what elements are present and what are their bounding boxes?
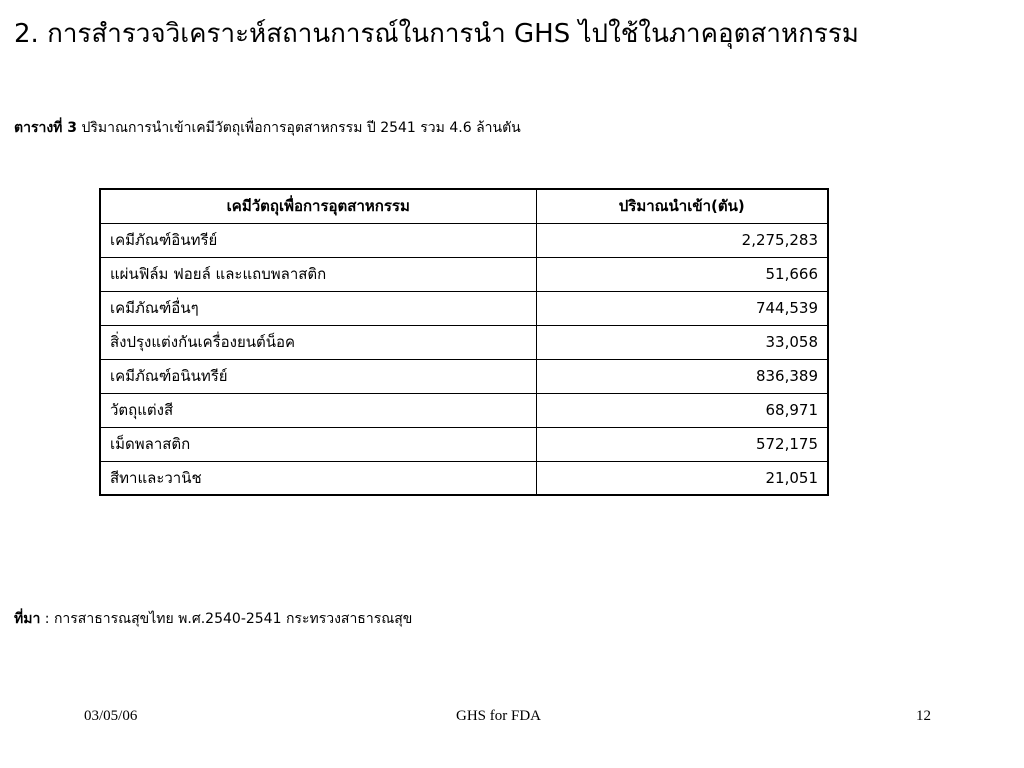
quantity-cell: 51,666 — [536, 257, 828, 291]
chemical-name-cell: สิ่งปรุงแต่งกันเครื่องยนต์น็อค — [100, 325, 536, 359]
table-row — [100, 359, 828, 393]
quantity-cell: 2,275,283 — [536, 223, 828, 257]
import-table — [99, 188, 829, 496]
footer-date: 03/05/06 — [84, 708, 138, 724]
table-row — [100, 257, 828, 291]
chemical-name-cell: เม็ดพลาสติก — [100, 427, 536, 461]
slide-title: 2. การสำรวจวิเคราะห์สถานการณ์ในการนำ GHS ไปใช้ในภาคอุตสาหกรรม — [14, 19, 859, 49]
chemical-name-cell: เคมีภัณฑ์อื่นๆ — [100, 291, 536, 325]
table-row — [100, 427, 828, 461]
source-separator: : — [40, 611, 54, 627]
table-caption-text: ปริมาณการนำเข้าเคมีวัตถุเพื่อการอุตสาหกรรม ปี 2541 รวม 4.6 ล้านตัน — [81, 120, 521, 136]
table-row — [100, 291, 828, 325]
source-text: การสาธารณสุขไทย พ.ศ.2540-2541 กระทรวงสาธารณสุข — [53, 611, 413, 627]
quantity-cell: 33,058 — [536, 325, 828, 359]
table-row — [100, 325, 828, 359]
quantity-cell: 744,539 — [536, 291, 828, 325]
quantity-cell: 836,389 — [536, 359, 828, 393]
table-header-row — [100, 189, 828, 223]
column-header-quantity: ปริมาณนำเข้า(ตัน) — [536, 189, 828, 223]
page-number: 12 — [916, 708, 931, 724]
table-caption-label: ตารางที่ 3 — [14, 120, 78, 136]
quantity-cell: 572,175 — [536, 427, 828, 461]
table-caption — [14, 117, 521, 139]
source-label: ที่มา — [14, 611, 41, 627]
column-header-chemical: เคมีวัตถุเพื่อการอุตสาหกรรม — [100, 189, 536, 223]
table-row — [100, 223, 828, 257]
table-row — [100, 461, 828, 495]
quantity-cell: 68,971 — [536, 393, 828, 427]
quantity-cell: 21,051 — [536, 461, 828, 495]
chemical-name-cell: เคมีภัณฑ์อินทรีย์ — [100, 223, 536, 257]
source-note — [14, 608, 412, 630]
chemical-name-cell: สีทาและวานิช — [100, 461, 536, 495]
chemical-name-cell: วัตถุแต่งสี — [100, 393, 536, 427]
chemical-name-cell: เคมีภัณฑ์อนินทรีย์ — [100, 359, 536, 393]
table-row — [100, 393, 828, 427]
chemical-name-cell: แผ่นฟิล์ม ฟอยล์ และแถบพลาสติก — [100, 257, 536, 291]
footer-title: GHS for FDA — [456, 708, 542, 724]
